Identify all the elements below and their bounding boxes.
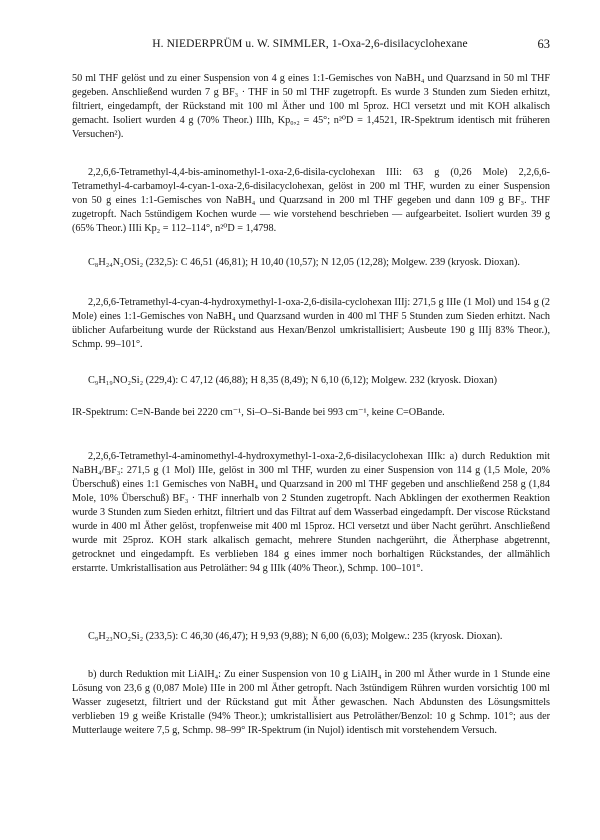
analysis-iiii (72, 256, 550, 270)
running-header: H. NIEDERPRÜM u. W. SIMMLER, 1-Oxa-2,6-disilacyclohexane (152, 38, 468, 50)
elemental-analysis: C₉H₂₃NO₂Si₂ (233,5): C 46,30 (46,47); H 9,93 (9,88); N 6,00 (6,03); Molgew.: 235 (kryosk. Dioxan). (88, 631, 503, 642)
paragraph-body: b) durch Reduktion mit LiAlH₄: Zu einer Suspension von 10 g LiAlH₄ in 200 ml Äther wurde in 1 Stunde eine Lösung von 23,6 g (0,087 Mole) IIIe in 200 ml Äther getropft. Nach 3stündigem Rühren wurden vorsichtig 100 ml Wasser zugesetzt, filtriert und der Rückstand gut mit Äther gewaschen. Nach Abdunsten des Lösungsmittels verblieben 19 g weiße Kristalle (94% Theor.); umkristallisiert aus Petroläther/Benzol: 10 g Schmp. 101°; aus der Mutterlauge weitere 7,5 g, Schmp. 98–99° IR-Spektrum (in Nujol) identisch mit vorstehendem Versuch. (72, 669, 550, 736)
paragraph-lialh4-reduction (72, 668, 550, 738)
elemental-analysis: C₈H₂₄N₂OSi₂ (232,5): C 46,51 (46,81); H 10,40 (10,57); N 12,05 (12,28); Molgew. 239 (kryosk. Dioxan). (88, 257, 520, 268)
analysis-iiik (72, 630, 550, 644)
analysis-iiij (72, 374, 550, 388)
paragraph-body: 2,2,6,6-Tetramethyl-4,4-bis-aminomethyl-1-oxa-2,6-disila-cyclohexan IIIi: 63 g (0,26 Mole) 2,2,6,6-Tetramethyl-4-carbamoyl-4-cyan-1-oxa-2,6-disilacyclohexan, gelöst in 200 ml THF, wurden zu einer Suspension von 50 g eines 1:1-Gemisches von NaBH₄ und Quarzsand in 200 ml THF gegeben und dann 109 g BF₃. THF zugetropft. Nach 5stündigem Kochen wurde — wie vorstehend beschrieben — aufgearbeitet. Isoliert wurden 39 g (65% Theor.) IIIi Kp₂ = 112–114°, n²⁰D = 1,4798. (72, 167, 550, 234)
paragraph-compound-iiij (72, 296, 550, 352)
paragraph-body: 50 ml THF gelöst und zu einer Suspension von 4 g eines 1:1-Gemisches von NaBH₄ und Quarzsand in 50 ml THF gegeben. Anschließend wurden 7 g BF₃ · THF in 50 ml THF zugetropft. Es wurde 3 Stunden zum Sieden erhitzt, filtriert, eingedampft, der Rückstand mit 100 ml Äther und 100 ml 5proz. HCl versetzt und mit KOH alkalisch gemacht. Isoliert wurden 4 g (70% Theor.) IIIh, Kp₀,₂ = 45°; n²⁰D = 1,4521, IR-Spektrum identisch mit früheren Versuchen²). (72, 73, 550, 140)
paragraph-body: 2,2,6,6-Tetramethyl-4-cyan-4-hydroxymethyl-1-oxa-2,6-disila-cyclohexan IIIj: 271,5 g IIIe (1 Mol) und 154 g (2 Mole) eines 1:1-Gemisches von NaBH₄ und Quarzsand wurden in 400 ml THF 5 Stunden zum Sieden erhitzt. Nach üblicher Aufarbeitung wurde der Rückstand aus Hexan/Benzol umkristallisiert; Ausbeute 190 g IIIj 83% Theor.), Schmp. 99–101°. (72, 297, 550, 350)
paragraph-compound-iiik (72, 450, 550, 576)
paragraph-compound-iiii (72, 166, 550, 236)
ir-spectrum-iiij (72, 406, 550, 420)
ir-spectrum-text: IR-Spektrum: C≡N-Bande bei 2220 cm⁻¹, Si–O–Si-Bande bei 993 cm⁻¹, keine C=OBande. (72, 407, 445, 418)
page-number: 63 (537, 37, 550, 51)
paragraph-continuation (72, 72, 550, 142)
paragraph-body: 2,2,6,6-Tetramethyl-4-aminomethyl-4-hydroxymethyl-1-oxa-2,6-disilacyclohexan IIIk: a) durch Reduktion mit NaBH₄/BF₃: 271,5 g (1 Mol) IIIe, gelöst in 300 ml THF, wurden zu einer Suspension von 114 g (1,5 Mole, 20% Überschuß) eines 1:1 Gemisches von NaBH₄ und Quarzsand in 200 ml THF gegeben und anschließend 258 g (1,84 Mole, 10% Überschuß) BF₃ · THF innerhalb von 2 Stunden zugetropft. Nach Abklingen der exothermen Reaktion wurde 3 Stunden zum Sieden erhitzt, filtriert und das Filtrat auf dem Wasserbad eingedampft. Der viscose Rückstand wurde in 400 ml Äther gelöst, tropfenweise mit 400 ml 15proz. HCl versetzt und über Nacht gerührt. Anschließend wurde mit 25proz. KOH stark alkalisch gemacht, mehrere Stunden nachgerührt, die Ätherphase abgetrennt, getrocknet und eingedampft. Es verblieben 184 g eines immer noch borhaltigen Rückstandes, der allmählich erstarrte. Umkristallisation aus Petroläther: 94 g IIIk (40% Theor.), Schmp. 100–101°. (72, 451, 550, 574)
elemental-analysis: C₉H₁₉NO₂Si₂ (229,4): C 47,12 (46,88); H 8,35 (8,49); N 6,10 (6,12); Molgew. 232 (kryosk. Dioxan) (88, 375, 498, 386)
